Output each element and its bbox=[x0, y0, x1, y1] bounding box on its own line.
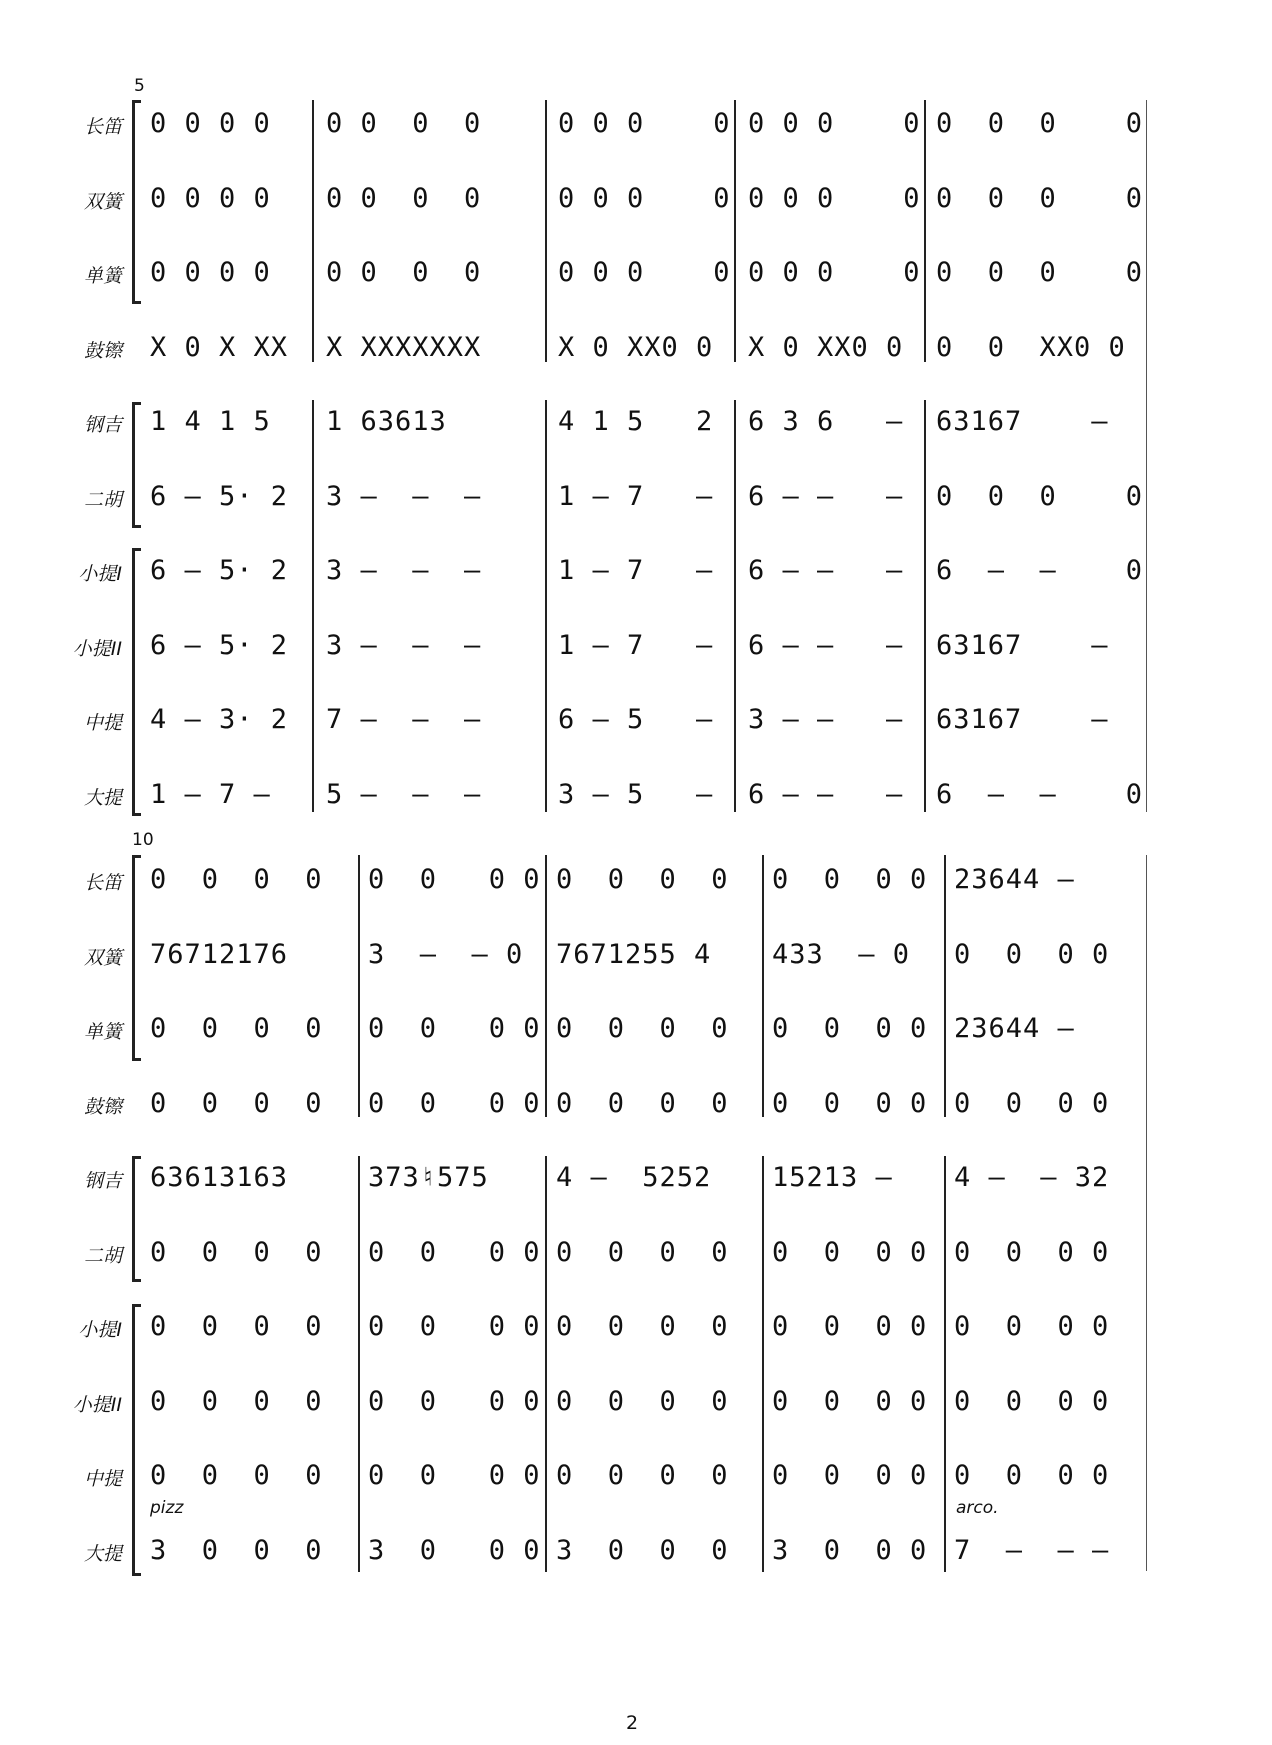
staff-row bbox=[0, 253, 1272, 293]
staff-row bbox=[0, 328, 1272, 368]
measure-notes: 0 0 0 0 bbox=[772, 1460, 928, 1491]
measure-notes: 0 0 0 0 bbox=[368, 1385, 541, 1417]
measure-notes: 0 0 0 0 bbox=[368, 1311, 541, 1342]
measure-notes: 0 0 0 0 bbox=[772, 864, 928, 895]
staff-row bbox=[0, 775, 1272, 815]
instrument-label: 钢吉 bbox=[83, 1170, 122, 1192]
measure-notes: 0 0 0 0 bbox=[326, 257, 482, 288]
measure-notes: 0 0 0 0 bbox=[954, 1385, 1110, 1417]
measure-notes: 7 — — — bbox=[326, 704, 482, 735]
measure-notes: 0 0 0 0 bbox=[556, 1236, 729, 1268]
measure-notes: 5 — — — bbox=[326, 778, 482, 810]
staff-row bbox=[0, 1084, 1272, 1124]
measure-notes: 1 — 7 — bbox=[558, 555, 714, 586]
measure-notes: 1 63613 bbox=[326, 406, 447, 437]
measure-notes: 0 0 0 0 bbox=[556, 864, 729, 895]
measure-notes: 0 0 0 0 bbox=[936, 257, 1144, 288]
measure-notes: 63167 — bbox=[936, 406, 1109, 437]
measure-notes: 0 0 0 0 bbox=[936, 108, 1144, 139]
instrument-label: 双簧 bbox=[83, 190, 122, 213]
measure-notes: 0 0 0 0 bbox=[150, 1385, 323, 1417]
measure-notes: 0 0 XX0 0 bbox=[936, 331, 1126, 363]
measure-notes: 0 0 0 0 bbox=[150, 1460, 323, 1491]
measure-notes: 0 0 0 0 bbox=[954, 1236, 1110, 1268]
staff-row bbox=[0, 551, 1272, 591]
measure-notes: 0 0 0 0 bbox=[772, 1013, 928, 1044]
arco-marking: arco. bbox=[956, 1498, 999, 1518]
measure-notes: 3 — — — bbox=[326, 555, 482, 586]
measure-notes: 0 0 0 0 bbox=[556, 1013, 729, 1044]
measure-notes: 1 — 7 — bbox=[150, 778, 271, 810]
measure-notes: 0 0 0 0 bbox=[558, 108, 731, 139]
measure-notes: X 0 XX0 0 bbox=[748, 331, 904, 363]
barline bbox=[944, 1156, 946, 1572]
measure-notes: 3 0 0 0 bbox=[556, 1534, 729, 1566]
measure-notes: 6 — — — bbox=[748, 480, 904, 512]
measure-notes: 0 0 0 0 bbox=[368, 1087, 541, 1119]
measure-notes: 0 0 0 0 bbox=[150, 1087, 323, 1119]
measure-notes: 63167 — bbox=[936, 629, 1109, 661]
measure-notes: 0 0 0 0 bbox=[556, 1385, 729, 1417]
measure-notes: 0 0 0 0 bbox=[326, 182, 482, 214]
measure-notes: 4 — 5252 bbox=[556, 1162, 712, 1193]
instrument-label: 大提 bbox=[83, 786, 122, 809]
measure-notes: 3 — — — bbox=[326, 480, 482, 512]
measure-notes: 6 — — — bbox=[748, 778, 904, 810]
measure-notes: 3 0 0 0 bbox=[368, 1534, 541, 1566]
measure-notes: 0 0 0 0 bbox=[936, 182, 1144, 214]
instrument-label: 双簧 bbox=[83, 946, 122, 969]
measure-notes: 6 — — 0 bbox=[936, 778, 1144, 810]
instrument-label: 长笛 bbox=[83, 872, 122, 894]
staff-row bbox=[0, 179, 1272, 219]
instrument-label: 小提II bbox=[72, 1393, 122, 1416]
measure-notes: 0 0 0 0 bbox=[772, 1311, 928, 1342]
staff-row bbox=[0, 1456, 1272, 1496]
measure-notes: 0 0 0 0 bbox=[556, 1460, 729, 1491]
staff-row bbox=[0, 935, 1272, 975]
measure-notes: 0 0 0 0 bbox=[772, 1087, 928, 1119]
instrument-label: 小提II bbox=[72, 637, 122, 660]
measure-notes: 4 — — 32 bbox=[954, 1162, 1110, 1193]
measure-notes: 0 0 0 0 bbox=[556, 1311, 729, 1342]
barline bbox=[545, 400, 547, 812]
measure-notes: 0 0 0 0 bbox=[368, 1460, 541, 1491]
instrument-label: 二胡 bbox=[83, 488, 122, 511]
measure-notes: 3 — 5 — bbox=[558, 778, 714, 810]
instrument-label: 鼓镲 bbox=[83, 339, 122, 362]
measure-notes: 0 0 0 0 bbox=[150, 257, 271, 288]
measure-notes: 4 — 3· 2 bbox=[150, 704, 289, 735]
measure-notes: 0 0 0 0 bbox=[368, 1236, 541, 1268]
measure-notes: 0 0 0 0 bbox=[150, 108, 271, 139]
measure-notes: 6 — 5· 2 bbox=[150, 480, 289, 512]
measure-notes: 0 0 0 0 bbox=[558, 257, 731, 288]
measure-notes: 6 — 5· 2 bbox=[150, 555, 289, 586]
staff-row bbox=[0, 477, 1272, 517]
measure-notes: 3 — — — bbox=[326, 629, 482, 661]
measure-notes: 0 0 0 0 bbox=[556, 1087, 729, 1119]
instrument-label: 鼓镲 bbox=[83, 1095, 122, 1118]
instrument-label: 钢吉 bbox=[83, 414, 122, 436]
measure-number: 5 bbox=[134, 76, 145, 96]
measure-notes: 4 1 5 2 bbox=[558, 406, 714, 437]
staff-row bbox=[0, 1531, 1272, 1571]
measure-notes: 7671255 4 bbox=[556, 938, 712, 970]
instrument-label: 单簧 bbox=[83, 265, 122, 287]
measure-notes: 0 0 0 0 bbox=[772, 1385, 928, 1417]
measure-notes: 23644 — bbox=[954, 1013, 1075, 1044]
barline bbox=[358, 1156, 360, 1572]
instrument-label: 长笛 bbox=[83, 116, 122, 138]
instrument-label: 小提I bbox=[78, 563, 122, 585]
measure-notes: 6 — — 0 bbox=[936, 555, 1144, 586]
measure-notes: 0 0 0 0 bbox=[150, 1013, 323, 1044]
measure-notes: 0 0 0 0 bbox=[936, 480, 1144, 512]
measure-notes: 433 — 0 bbox=[772, 938, 911, 970]
measure-notes: 0 0 0 0 bbox=[772, 1236, 928, 1268]
measure-notes: 0 0 0 0 bbox=[954, 1311, 1110, 1342]
measure-notes: 6 3 6 — bbox=[748, 406, 904, 437]
measure-notes: 1 4 1 5 bbox=[150, 406, 271, 437]
measure-notes: 0 0 0 0 bbox=[326, 108, 482, 139]
staff-row bbox=[0, 626, 1272, 666]
measure-notes: 373♮575 bbox=[368, 1162, 489, 1193]
measure-notes: 76712176 bbox=[150, 938, 289, 970]
instrument-label: 大提 bbox=[83, 1542, 122, 1565]
instrument-label: 单簧 bbox=[83, 1021, 122, 1043]
measure-notes: 63613163 bbox=[150, 1162, 289, 1193]
barline bbox=[924, 400, 926, 812]
measure-notes: 3 — — 0 bbox=[368, 938, 524, 970]
measure-notes: 0 0 0 0 bbox=[748, 257, 921, 288]
staff-row bbox=[0, 860, 1272, 900]
measure-notes: X XXXXXXX bbox=[326, 331, 482, 363]
staff-row bbox=[0, 1307, 1272, 1347]
staff-row bbox=[0, 700, 1272, 740]
measure-notes: 0 0 0 0 bbox=[150, 864, 323, 895]
measure-notes: 0 0 0 0 bbox=[368, 864, 541, 895]
measure-notes: 23644 — bbox=[954, 864, 1075, 895]
measure-notes: 6 — — — bbox=[748, 629, 904, 661]
staff-row bbox=[0, 1233, 1272, 1273]
measure-notes: 0 0 0 0 bbox=[150, 1311, 323, 1342]
measure-notes: 0 0 0 0 bbox=[954, 938, 1110, 970]
measure-notes: 0 0 0 0 bbox=[558, 182, 731, 214]
barline bbox=[312, 400, 314, 812]
barline bbox=[762, 1156, 764, 1572]
measure-notes: 7 — — — bbox=[954, 1534, 1110, 1566]
measure-notes: 3 0 0 0 bbox=[772, 1534, 928, 1566]
instrument-label: 二胡 bbox=[83, 1244, 122, 1267]
measure-number: 10 bbox=[132, 830, 154, 850]
measure-notes: 0 0 0 0 bbox=[954, 1460, 1110, 1491]
measure-notes: 1 — 7 — bbox=[558, 629, 714, 661]
staff-row bbox=[0, 1382, 1272, 1422]
barline bbox=[734, 400, 736, 812]
pizz-marking: pizz bbox=[150, 1498, 184, 1518]
barline bbox=[545, 1156, 547, 1572]
page-number: 2 bbox=[626, 1712, 639, 1734]
measure-notes: 6 — 5· 2 bbox=[150, 629, 289, 661]
staff-row bbox=[0, 1009, 1272, 1049]
staff-row bbox=[0, 402, 1272, 442]
instrument-label: 中提 bbox=[83, 1468, 122, 1490]
measure-notes: X 0 XX0 0 bbox=[558, 331, 714, 363]
measure-notes: 3 — — — bbox=[748, 704, 904, 735]
measure-notes: 1 — 7 — bbox=[558, 480, 714, 512]
measure-notes: 6 — — — bbox=[748, 555, 904, 586]
measure-notes: 0 0 0 0 bbox=[954, 1087, 1110, 1119]
instrument-label: 小提I bbox=[78, 1319, 122, 1341]
measure-notes: X 0 X XX bbox=[150, 331, 289, 363]
measure-notes: 0 0 0 0 bbox=[368, 1013, 541, 1044]
measure-notes: 0 0 0 0 bbox=[150, 1236, 323, 1268]
measure-notes: 3 0 0 0 bbox=[150, 1534, 323, 1566]
staff-row bbox=[0, 104, 1272, 144]
measure-notes: 0 0 0 0 bbox=[150, 182, 271, 214]
measure-notes: 63167 — bbox=[936, 704, 1109, 735]
measure-notes: 0 0 0 0 bbox=[748, 182, 921, 214]
staff-row bbox=[0, 1158, 1272, 1198]
measure-notes: 0 0 0 0 bbox=[748, 108, 921, 139]
measure-notes: 6 — 5 — bbox=[558, 704, 714, 735]
measure-notes: 15213 — bbox=[772, 1162, 893, 1193]
instrument-label: 中提 bbox=[83, 712, 122, 734]
